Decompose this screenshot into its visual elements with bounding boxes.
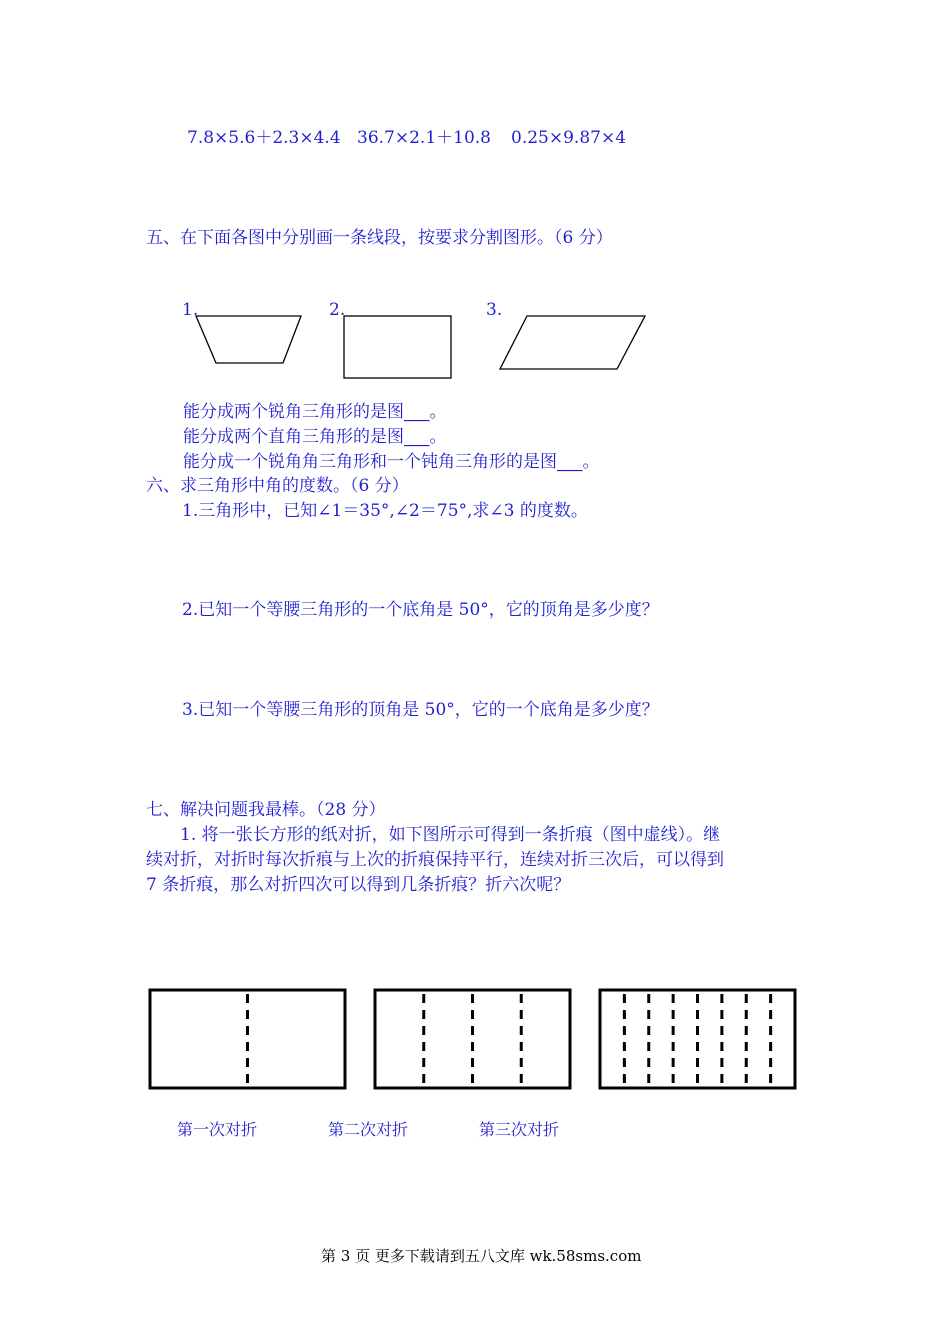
- end-mark: 。: [429, 402, 447, 422]
- question6-2: 2.已知一个等腰三角形的一个底角是 50°，它的顶角是多少度？: [182, 600, 659, 620]
- question6-1: 1.三角形中，已知∠1＝35°,∠2＝75°,求∠3 的度数。: [182, 501, 588, 521]
- problem-line-1: 1. 将一张长方形的纸对折，如下图所示可得到一条折痕（图中虚线）。继: [180, 825, 721, 845]
- question5-3: [183, 452, 600, 472]
- answer-blank-1[interactable]: ___: [404, 402, 430, 422]
- fold-caption-2: 第二次对折: [328, 1120, 409, 1139]
- question5-2-text: 能分成两个直角三角形的是图: [183, 427, 404, 447]
- question5-3-text: 能分成一个锐角角三角形和一个钝角三角形的是图: [183, 452, 557, 472]
- question5-2: [183, 427, 447, 447]
- end-mark: 。: [429, 427, 447, 447]
- problem-line-3: 7 条折痕，那么对折四次可以得到几条折痕？折六次呢？: [146, 875, 571, 895]
- rectangle-shape: [344, 316, 451, 378]
- section5-figures: [0, 300, 950, 400]
- section5-heading: 五、在下面各图中分别画一条线段，按要求分割图形。（6 分）: [146, 228, 613, 248]
- paper-fold-3: [600, 990, 795, 1088]
- trapezoid-shape: [196, 316, 301, 363]
- question5-1-text: 能分成两个锐角三角形的是图: [183, 402, 404, 422]
- section6-heading: 六、求三角形中角的度数。（6 分）: [146, 476, 409, 496]
- answer-blank-2[interactable]: ___: [404, 427, 430, 447]
- calc-expression-3: 0.25×9.87×4: [511, 128, 627, 148]
- question6-3: 3.已知一个等腰三角形的顶角是 50°，它的一个底角是多少度？: [182, 700, 659, 720]
- page-footer: 第 3 页 更多下载请到五八文库 wk.58sms.com: [321, 1247, 642, 1265]
- end-mark: 。: [582, 452, 600, 472]
- parallelogram-shape: [500, 316, 645, 369]
- figure-label-1: 1.: [182, 300, 199, 320]
- paper-fold-1: [150, 990, 345, 1088]
- figure-label-3: 3.: [486, 300, 503, 320]
- answer-blank-3[interactable]: ___: [557, 452, 583, 472]
- question5-1: [183, 402, 447, 422]
- fold-caption-3: 第三次对折: [479, 1120, 560, 1139]
- calc-expression-2: 36.7×2.1＋10.8: [357, 128, 491, 148]
- section7-heading: 七、解决问题我最棒。（28 分）: [146, 800, 386, 820]
- paper-fold-2: [375, 990, 570, 1088]
- fold-caption-1: 第一次对折: [177, 1120, 258, 1139]
- problem-line-2: 续对折，对折时每次折痕与上次的折痕保持平行，连续对折三次后，可以得到: [146, 850, 724, 870]
- fold-figures: [0, 985, 950, 1105]
- figure-label-2: 2.: [329, 300, 346, 320]
- calc-expression-1: 7.8×5.6＋2.3×4.4: [187, 128, 341, 148]
